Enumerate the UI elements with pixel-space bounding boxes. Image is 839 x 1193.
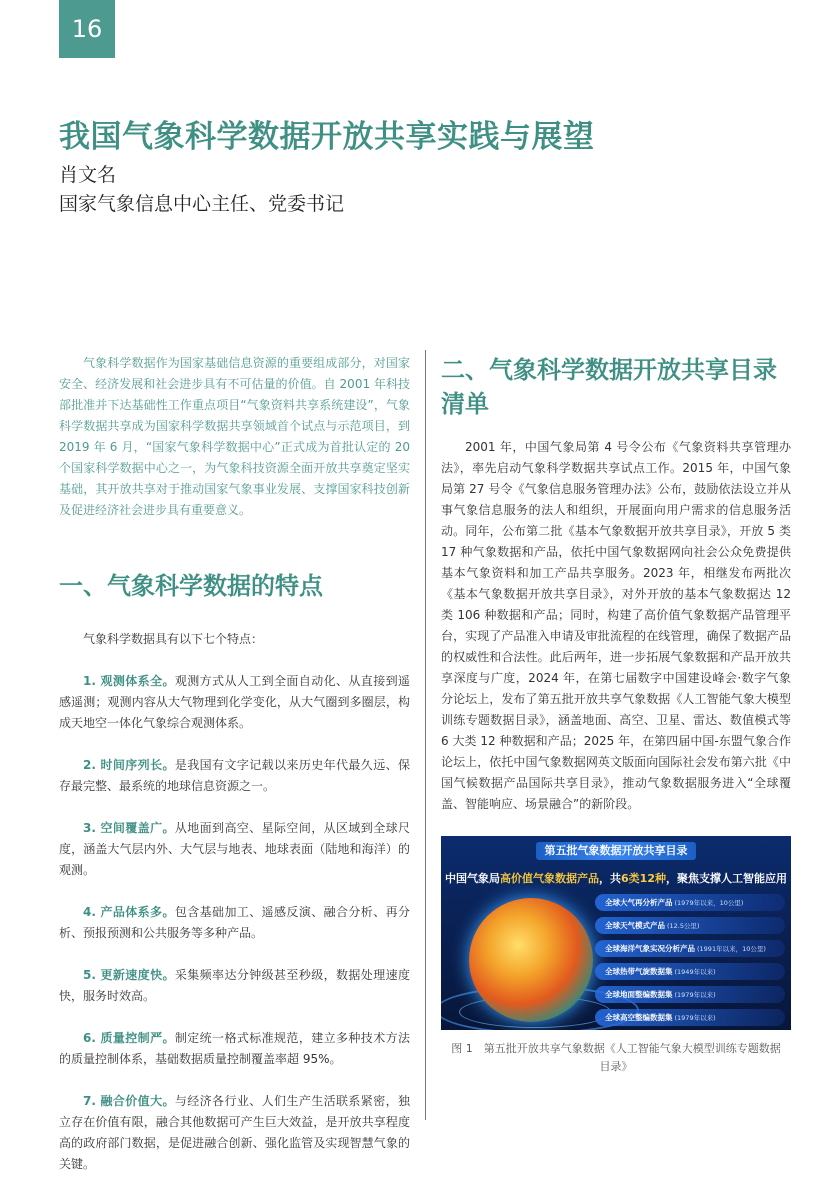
figure-caption: 图 1 第五批开放共享气象数据《人工智能气象大模型训练专题数据目录》 bbox=[451, 1042, 781, 1073]
product-item bbox=[595, 986, 785, 1003]
feature-item bbox=[59, 965, 410, 1007]
feature-item bbox=[59, 902, 410, 944]
product-detail: (1979年以来，10公里) bbox=[674, 899, 744, 907]
intro-paragraph: 气象科学数据作为国家基础信息资源的重要组成部分，对国家安全、经济发展和社会进步具有不可估量的价值。自 2001 年科技部批准并下达基础性工作重点项目“气象资料共享系统建设”，气象科学数据共享成为国家科学数据共享领域首个试点与示范项目，到 2019 年 6 月，“国家气象科学数据中心”正式成为首批认定的 20 个国家科学数据中心之一，为气象科技资源全面开放共享奠定坚实基础，其开放共享对于推动国家气象事业发展、支撑国家科技创新及促进经济社会进步具有重要意义。 bbox=[59, 356, 410, 517]
figure-image bbox=[441, 836, 791, 1030]
product-item bbox=[595, 894, 785, 911]
feature-title: 4. 产品体系多。 bbox=[83, 905, 175, 919]
left-column bbox=[59, 353, 410, 1175]
feature-title: 3. 空间覆盖广。 bbox=[83, 821, 175, 835]
article-title: 我国气象科学数据开放共享实践与展望 bbox=[59, 119, 595, 155]
product-name: 全球热带气旋数据集 bbox=[605, 967, 673, 976]
section1-lead: 气象科学数据具有以下七个特点： bbox=[83, 632, 264, 646]
section2-paragraph: 2001 年，中国气象局第 4 号令公布《气象资料共享管理办法》，率先启动气象科学数据共享试点工作。2015 年，中国气象局第 27 号令《气象信息服务管理办法》公布，鼓励依法设立并从事气象信息服务的法人和组织，开展面向用户需求的信息服务活动。同年，公布第二批《基本气象数据开放共享目录》，开放 5 类 17 种气象数据和产品，依托中国气象数据网向社会公众免费提供基本气象资料和加工产品共享服务。2023 年，相继发布两批次《基本气象数据开放共享目录》，对外开放的基本气象数据达 12 类 106 种数据和产品；同时，构建了高价值气象数据产品管理平台，实现了产品准入申请及审批流程的在线管理，确保了数据产品的权威性和合法性。此后两年，进一步拓展气象数据和产品开放共享深度与广度，2024 年，在第七届数字中国建设峰会·数字气象分论坛上，发布了第五批开放共享气象数据《人工智能气象大模型训练专题数据目录》，涵盖地面、高空、卫星、雷达、数值模式等 6 大类 12 种数据和产品；2025 年，在第四届中国-东盟气象合作论坛上，依托中国气象数据网英文版面向国际社会发布第六批《中国气候数据产品国际共享目录》，推动气象数据服务进入“全球覆盖、智能响应、场景融合”的新阶段。 bbox=[441, 440, 791, 811]
product-name: 全球海洋气象实况分析产品 bbox=[605, 944, 695, 953]
feature-title: 5. 更新速度快。 bbox=[83, 968, 175, 982]
feature-title: 6. 质量控制严。 bbox=[83, 1031, 175, 1045]
column-divider bbox=[425, 350, 426, 1120]
headline-prefix: 中国气象局 bbox=[445, 872, 501, 885]
feature-item bbox=[59, 671, 410, 734]
feature-item bbox=[59, 755, 410, 797]
feature-item bbox=[59, 1091, 410, 1175]
product-name: 全球大气再分析产品 bbox=[605, 898, 673, 907]
product-detail: (1949年以来) bbox=[674, 968, 716, 976]
product-detail: (1979年以来) bbox=[674, 1014, 716, 1022]
feature-text: 观测方式从人工到全面自动化、从直接到遥感遥测；观测内容从大气物理到化学变化，从大气圈到多圈层，构成天地空一体化气象综合观测体系。 bbox=[59, 674, 410, 730]
feature-text: 制定统一格式标准规范，建立多种技术方法的质量控制体系，基础数据质量控制覆盖率超 95%。 bbox=[59, 1031, 410, 1066]
headline-highlight: 高价值气象数据产品 bbox=[500, 872, 600, 885]
feature-title: 7. 融合价值大。 bbox=[83, 1094, 175, 1108]
headline-count: 6类12种 bbox=[621, 872, 666, 885]
product-detail: (1991年以来，10公里) bbox=[697, 945, 766, 953]
figure-headline bbox=[441, 870, 791, 886]
section2-heading: 二、气象科学数据开放共享目录清单 bbox=[441, 356, 777, 418]
product-name: 全球地面整编数据集 bbox=[605, 990, 673, 999]
headline-mid: ，共 bbox=[599, 872, 622, 885]
feature-text: 包含基础加工、遥感反演、融合分析、再分析、预报预测和公共服务等多种产品。 bbox=[59, 905, 410, 940]
feature-text: 采集频率达分钟级甚至秒级，数据处理速度快，服务时效高。 bbox=[59, 968, 410, 1003]
right-column bbox=[441, 353, 791, 1076]
feature-title: 2. 时间序列长。 bbox=[83, 758, 175, 772]
feature-item bbox=[59, 818, 410, 881]
product-name: 全球高空整编数据集 bbox=[605, 1013, 673, 1022]
product-detail: (12.5公里) bbox=[667, 922, 700, 930]
headline-suffix: ，聚焦支撑人工智能应用 bbox=[665, 872, 787, 885]
feature-text: 是我国有文字记载以来历史年代最久远、保存最完整、最系统的地球信息资源之一。 bbox=[59, 758, 410, 793]
product-item bbox=[595, 917, 785, 934]
author-affiliation: 国家气象信息中心主任、党委书记 bbox=[59, 193, 345, 215]
feature-text: 从地面到高空、星际空间，从区域到全球尺度，涵盖大气层内外、大气层与地表、地球表面（陆地和海洋）的观测。 bbox=[59, 821, 410, 877]
figure-banner: 第五批气象数据开放共享目录 bbox=[536, 842, 696, 860]
feature-text: 与经济各行业、人们生产生活联系紧密，独立存在价值有限，融合其他数据可产生巨大效益，是开放共享程度高的政府部门数据，是促进融合创新、强化监管及实现智慧气象的关键。 bbox=[59, 1094, 410, 1171]
feature-title: 1. 观测体系全。 bbox=[83, 674, 175, 688]
globe-illustration bbox=[469, 898, 593, 1022]
section1-heading: 一、气象科学数据的特点 bbox=[59, 572, 323, 600]
author-name: 肖文名 bbox=[59, 164, 117, 186]
product-item bbox=[595, 940, 785, 957]
product-name: 全球天气模式产品 bbox=[605, 921, 665, 930]
product-item bbox=[595, 1009, 785, 1026]
product-list bbox=[595, 894, 785, 1030]
product-item bbox=[595, 963, 785, 980]
feature-item bbox=[59, 1028, 410, 1070]
product-detail: (1979年以来) bbox=[674, 991, 716, 999]
page-number: 16 bbox=[59, 0, 115, 58]
